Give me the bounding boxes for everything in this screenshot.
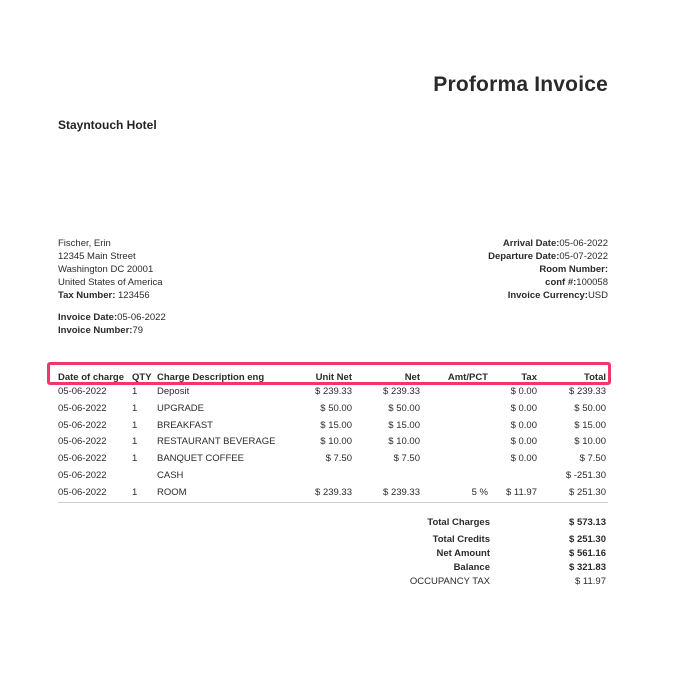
table-row bbox=[58, 420, 606, 437]
cell-total: $ 7.50 bbox=[579, 453, 606, 465]
cell-net: $ 50.00 bbox=[388, 402, 420, 414]
balance-value: $ 321.83 bbox=[569, 562, 606, 573]
cell-total: $ 15.00 bbox=[574, 419, 606, 431]
cell-date: 05-06-2022 bbox=[58, 402, 107, 414]
table-divider bbox=[58, 502, 608, 503]
currency-value: USD bbox=[587, 290, 608, 301]
column-header-date: Date of charge bbox=[58, 372, 124, 383]
total-credits-label: Total Credits bbox=[432, 534, 490, 545]
cell-tax: $ 0.00 bbox=[510, 402, 537, 414]
currency-label: Invoice Currency: bbox=[507, 290, 588, 301]
cell-qty: 1 bbox=[132, 453, 138, 465]
cell-tax: $ 0.00 bbox=[510, 386, 537, 397]
cell-net: $ 15.00 bbox=[388, 419, 420, 431]
cell-unit-net: $ 15.00 bbox=[320, 419, 352, 431]
cell-date: 05-06-2022 bbox=[58, 386, 107, 397]
column-header-description: Charge Description eng bbox=[157, 372, 265, 383]
guest-address-block bbox=[58, 237, 163, 302]
column-header-tax: Tax bbox=[521, 372, 537, 383]
hotel-name: Stayntouch Hotel bbox=[58, 118, 157, 132]
room-label: Room Number: bbox=[539, 264, 608, 275]
cell-tax: $ 11.97 bbox=[506, 486, 537, 498]
cell-amt-pct: 5 % bbox=[471, 486, 488, 498]
table-body bbox=[58, 386, 606, 504]
stay-details-block bbox=[488, 237, 608, 302]
invoice-number-label: Invoice Number: bbox=[58, 325, 133, 336]
table-row bbox=[58, 436, 606, 453]
cell-unit-net: $ 239.33 bbox=[315, 486, 352, 498]
arrival-label: Arrival Date: bbox=[502, 238, 560, 249]
cell-net: $ 10.00 bbox=[388, 436, 420, 448]
cell-net: $ 239.33 bbox=[383, 486, 420, 498]
cell-qty: 1 bbox=[132, 419, 138, 431]
cell-unit-net: $ 239.33 bbox=[315, 386, 352, 397]
tax-number-value: 123456 bbox=[115, 290, 150, 301]
guest-name: Fischer, Erin bbox=[58, 238, 111, 249]
arrival-value: 05-06-2022 bbox=[559, 238, 608, 249]
cell-unit-net: $ 50.00 bbox=[320, 402, 352, 414]
total-charges-row bbox=[380, 517, 608, 534]
cell-net: $ 7.50 bbox=[393, 453, 420, 465]
cell-description: CASH bbox=[157, 469, 184, 481]
cell-date: 05-06-2022 bbox=[58, 419, 107, 431]
column-header-total: Total bbox=[584, 372, 606, 383]
cell-unit-net: $ 7.50 bbox=[325, 453, 352, 465]
guest-country: United States of America bbox=[58, 277, 163, 288]
net-amount-value: $ 561.16 bbox=[569, 548, 606, 559]
total-charges-value: $ 573.13 bbox=[569, 517, 606, 528]
table-row bbox=[58, 453, 606, 470]
occupancy-tax-row bbox=[380, 576, 608, 590]
conf-value: 100058 bbox=[576, 277, 608, 288]
invoice-date-label: Invoice Date: bbox=[58, 312, 118, 323]
total-charges-label: Total Charges bbox=[427, 517, 490, 528]
arrival-date bbox=[488, 237, 608, 250]
table-header-highlight bbox=[47, 362, 611, 385]
cell-total: $ 50.00 bbox=[574, 402, 606, 414]
invoice-number bbox=[58, 324, 166, 337]
cell-total: $ 239.33 bbox=[569, 386, 606, 397]
invoice-title: Proforma Invoice bbox=[433, 73, 608, 96]
cell-date: 05-06-2022 bbox=[58, 453, 107, 465]
net-amount-label: Net Amount bbox=[436, 548, 490, 559]
invoice-info-block bbox=[58, 311, 166, 337]
cell-tax: $ 0.00 bbox=[510, 453, 537, 465]
table-row bbox=[58, 386, 606, 403]
cell-description: ROOM bbox=[157, 486, 187, 498]
confirmation-number bbox=[488, 276, 608, 289]
guest-city: Washington DC 20001 bbox=[58, 264, 154, 275]
total-credits-value: $ 251.30 bbox=[569, 534, 606, 545]
occupancy-tax-value: $ 11.97 bbox=[575, 576, 606, 587]
cell-description: BANQUET COFFEE bbox=[157, 453, 244, 465]
cell-net: $ 239.33 bbox=[383, 386, 420, 397]
departure-date bbox=[488, 250, 608, 263]
cell-description: RESTAURANT BEVERAGE bbox=[157, 436, 276, 448]
balance-label: Balance bbox=[453, 562, 490, 573]
cell-date: 05-06-2022 bbox=[58, 486, 107, 498]
totals-summary bbox=[380, 517, 608, 590]
cell-total: $ -251.30 bbox=[565, 469, 606, 481]
cell-unit-net: $ 10.00 bbox=[320, 436, 352, 448]
guest-street: 12345 Main Street bbox=[58, 251, 136, 262]
occupancy-tax-label: OCCUPANCY TAX bbox=[409, 576, 490, 587]
departure-label: Departure Date: bbox=[488, 251, 560, 262]
balance-row bbox=[380, 562, 608, 576]
invoice-date-value: 05-06-2022 bbox=[117, 312, 166, 323]
cell-total: $ 251.30 bbox=[569, 486, 606, 498]
table-row bbox=[58, 403, 606, 420]
column-header-unit-net: Unit Net bbox=[315, 372, 352, 383]
conf-label: conf #: bbox=[545, 277, 577, 288]
column-header-amt-pct: Amt/PCT bbox=[447, 372, 488, 383]
cell-qty: 1 bbox=[132, 486, 138, 498]
invoice-number-value: 79 bbox=[132, 325, 144, 336]
cell-qty: 1 bbox=[132, 402, 138, 414]
table-row bbox=[58, 470, 606, 487]
invoice-date bbox=[58, 311, 166, 324]
tax-number-label: Tax Number: bbox=[58, 290, 116, 301]
net-amount-row bbox=[380, 548, 608, 562]
cell-total: $ 10.00 bbox=[574, 436, 606, 448]
cell-qty: 1 bbox=[132, 436, 138, 448]
cell-tax: $ 0.00 bbox=[510, 419, 537, 431]
total-credits-row bbox=[380, 534, 608, 548]
cell-description: Deposit bbox=[157, 386, 190, 397]
cell-qty: 1 bbox=[132, 386, 138, 397]
departure-value: 05-07-2022 bbox=[559, 251, 608, 262]
cell-description: UPGRADE bbox=[157, 402, 204, 414]
guest-tax-number bbox=[58, 289, 163, 302]
column-header-net: Net bbox=[404, 372, 420, 383]
cell-description: BREAKFAST bbox=[157, 419, 213, 431]
invoice-currency bbox=[488, 289, 608, 302]
cell-tax: $ 0.00 bbox=[510, 436, 537, 448]
room-number bbox=[488, 263, 608, 276]
cell-date: 05-06-2022 bbox=[58, 436, 107, 448]
cell-date: 05-06-2022 bbox=[58, 469, 107, 481]
column-header-qty: QTY bbox=[132, 372, 152, 383]
